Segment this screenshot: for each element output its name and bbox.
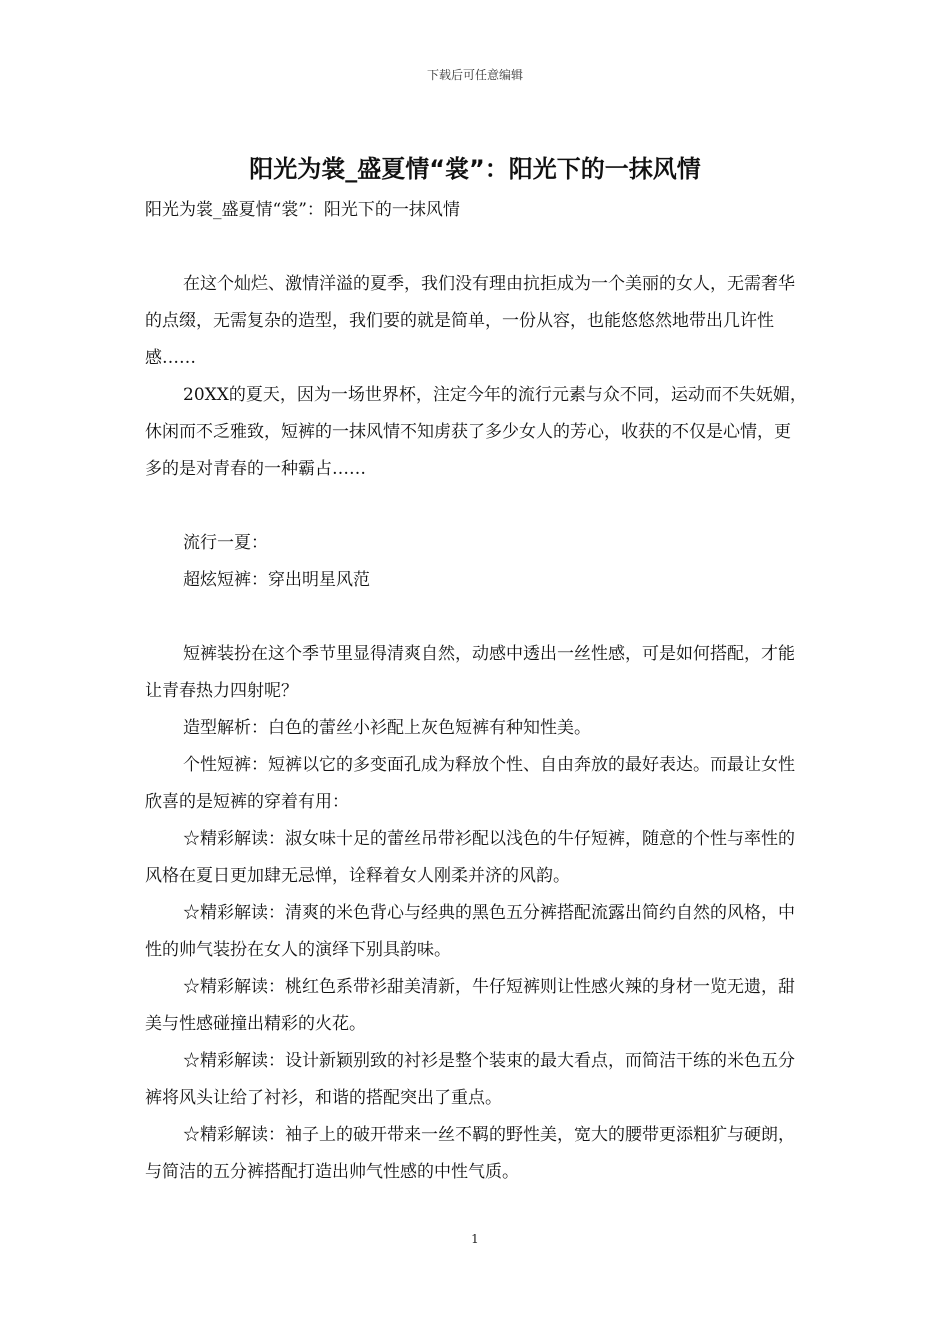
blank-line xyxy=(145,488,807,525)
section-label: 流行一夏： xyxy=(183,533,268,553)
paragraph-highlight-3: ☆精彩解读：桃红色系带衫甜美清新，牛仔短裤则让性感火辣的身材一览无遗，甜美与性感碰撞出精彩的火花。 xyxy=(145,977,795,1034)
paragraph-highlight-5: ☆精彩解读：袖子上的破开带来一丝不羁的野性美，宽大的腰带更添粗犷与硬朗，与简洁的五分裤搭配打造出帅气性感的中性气质。 xyxy=(145,1125,795,1182)
section-heading: 超炫短裤：穿出明星风范 xyxy=(183,570,370,590)
header-note: 下载后可任意编辑 xyxy=(426,68,523,82)
paragraph-personal-shorts: 个性短裤：短裤以它的多变面孔成为释放个性、自由奔放的最好表达。而最让女性欣喜的是短裤的穿着有用： xyxy=(145,755,795,812)
blank-line xyxy=(145,599,807,636)
document-body xyxy=(145,192,807,1191)
subtitle-line: 阳光为裳_盛夏情“裳”：阳光下的一抹风情 xyxy=(145,200,460,220)
page-number: 1 xyxy=(471,1232,479,1246)
paragraph-intro: 在这个灿烂、激情洋溢的夏季，我们没有理由抗拒成为一个美丽的女人，无需奢华的点缀，无需复杂的造型，我们要的就是简单，一份从容，也能悠悠然地带出几许性感…… xyxy=(145,274,795,368)
document-title: 阳光为裳_盛夏情“裳”：阳光下的一抹风情 xyxy=(249,155,701,183)
blank-line xyxy=(145,229,807,266)
paragraph-highlight-1: ☆精彩解读：淑女味十足的蕾丝吊带衫配以浅色的牛仔短裤，随意的个性与率性的风格在夏日更加肆无忌惮，诠释着女人刚柔并济的风韵。 xyxy=(145,829,795,886)
paragraph-worldcup: 20XX的夏天，因为一场世界杯，注定今年的流行元素与众不同，运动而不失妩媚，休闲而不乏雅致，短裤的一抹风情不知虏获了多少女人的芳心，收获的不仅是心情，更多的是对青春的一种霸占…… xyxy=(145,385,807,479)
paragraph-shorts: 短裤装扮在这个季节里显得清爽自然，动感中透出一丝性感，可是如何搭配，才能让青春热力四射呢？ xyxy=(145,644,795,701)
paragraph-style-analysis: 造型解析：白色的蕾丝小衫配上灰色短裤有种知性美。 xyxy=(183,718,591,738)
paragraph-highlight-2: ☆精彩解读：清爽的米色背心与经典的黑色五分裤搭配流露出简约自然的风格，中性的帅气装扮在女人的演绎下别具韵味。 xyxy=(145,903,795,960)
paragraph-highlight-4: ☆精彩解读：设计新颖别致的衬衫是整个装束的最大看点，而简洁干练的米色五分裤将风头让给了衬衫，和谐的搭配突出了重点。 xyxy=(145,1051,795,1108)
